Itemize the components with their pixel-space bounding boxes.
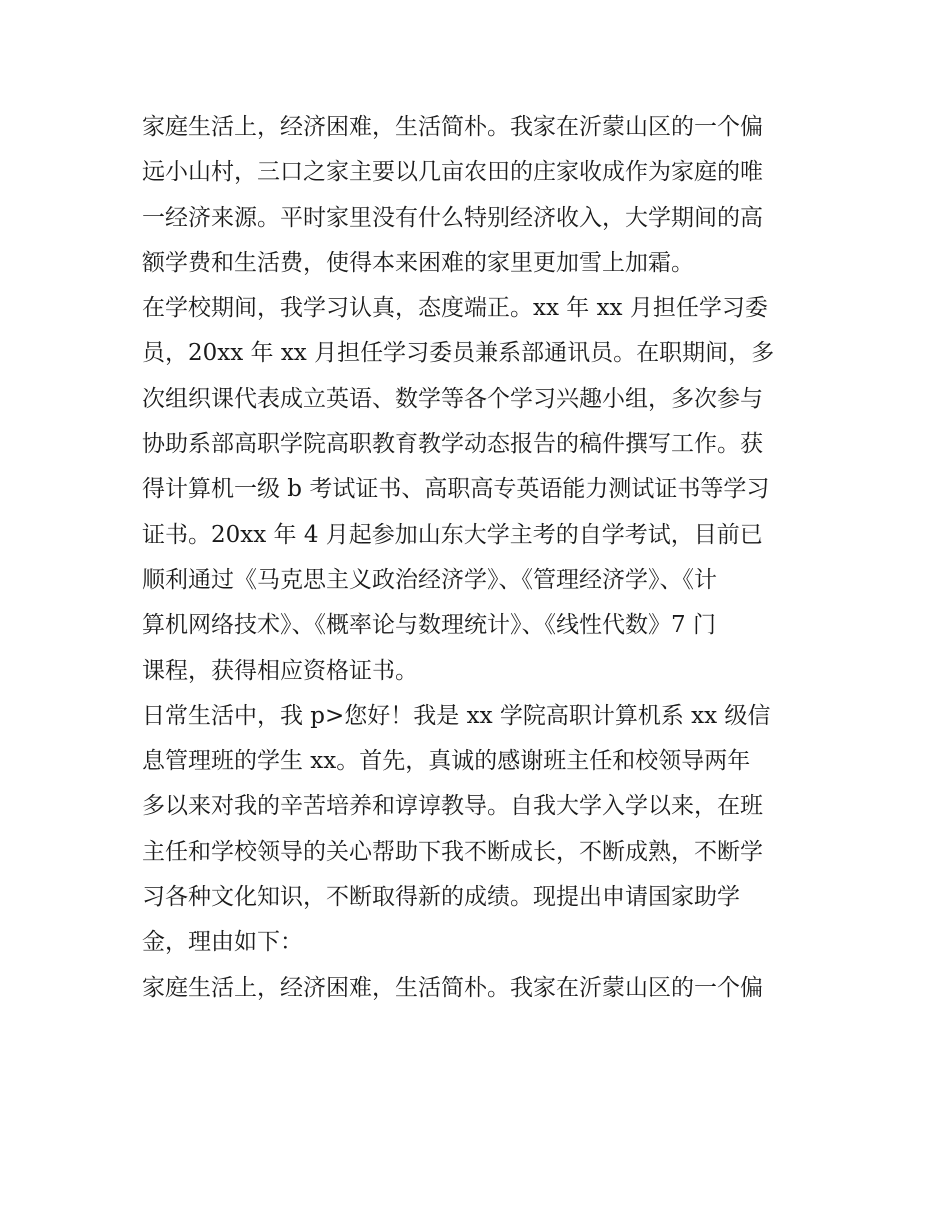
text-line: 在学校期间，我学习认真，态度端正。xx 年 xx 月担任学习委 (142, 295, 768, 322)
text-line: 日常生活中，我 p>您好！我是 xx 学院高职计算机系 xx 级信 (142, 702, 771, 729)
paragraph-daily-life-application (142, 694, 822, 966)
text-line: 远小山村，三口之家主要以几亩农田的庄家收成作为家庭的唯 (142, 159, 763, 186)
text-line: 证书。20xx 年 4 月起参加山东大学主考的自学考试，目前已 (142, 521, 763, 548)
text-line: 课程，获得相应资格证书。 (142, 657, 418, 684)
text-line: 次组织课代表成立英语、数学等各个学习兴趣小组，多次参与 (142, 385, 763, 412)
document-body (142, 105, 822, 1011)
paragraph-school-study (142, 286, 822, 694)
text-line: 员，20xx 年 xx 月担任学习委员兼系部通讯员。在职期间，多 (142, 340, 775, 367)
text-line: 习各种文化知识，不断取得新的成绩。现提出申请国家助学 (142, 884, 740, 911)
text-line: 协助系部高职学院高职教育教学动态报告的稿件撰写工作。获 (142, 431, 763, 458)
text-line: 算机网络技术》、《概率论与数理统计》、《线性代数》7 门 (142, 612, 716, 639)
text-line: 额学费和生活费，使得本来困难的家里更加雪上加霜。 (142, 249, 694, 276)
text-line: 一经济来源。平时家里没有什么特别经济收入，大学期间的高 (142, 204, 763, 231)
paragraph-family-situation (142, 105, 822, 286)
text-line: 顺利通过《马克思主义政治经济学》、《管理经济学》、《计 (142, 566, 717, 593)
text-line: 主任和学校领导的关心帮助下我不断成长，不断成熟，不断学 (142, 838, 763, 865)
text-line: 多以来对我的辛苦培养和谆谆教导。自我大学入学以来，在班 (142, 793, 763, 820)
text-line: 金，理由如下： (142, 929, 303, 956)
text-line: 家庭生活上，经济困难，生活简朴。我家在沂蒙山区的一个偏 (142, 114, 763, 140)
text-line: 得计算机一级 b 考试证书、高职高专英语能力测试证书等学习 (142, 476, 770, 503)
text-line: 息管理班的学生 xx。首先，真诚的感谢班主任和校领导两年 (142, 748, 751, 775)
paragraph-family-situation-repeat (142, 966, 822, 1011)
text-line: 家庭生活上，经济困难，生活简朴。我家在沂蒙山区的一个偏 (142, 974, 763, 1001)
